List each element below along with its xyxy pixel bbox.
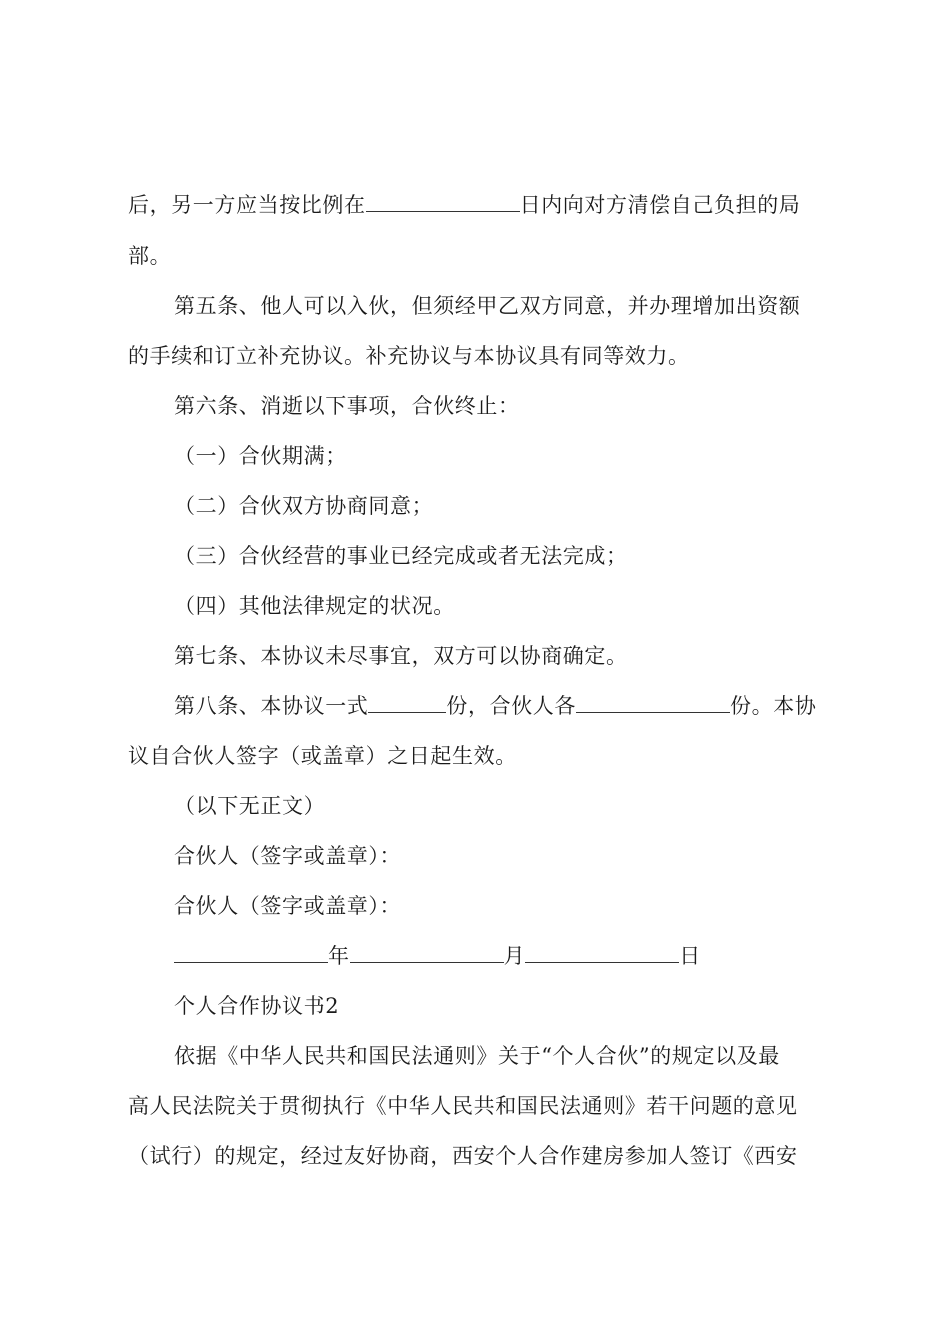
fill-in-blank [366,191,520,212]
year-label: 年 [328,944,350,968]
list-item: （二）合伙双方协商同意； [174,494,434,518]
paragraph-line: （试行）的规定，经过友好协商，西安个人合作建房参加人签订《西安 [128,1144,798,1168]
month-label: 月 [503,944,526,968]
signature-line: 合伙人（签字或盖章）： [174,844,402,868]
paragraph-line: 部。 [128,244,172,268]
day-blank [525,942,679,963]
list-item: （一）合伙期满； [174,444,347,468]
month-blank [350,942,504,963]
fill-in-blank [576,692,730,713]
text-segment: 第八条、本协议一式 [174,694,369,718]
text-segment: 份。本协 [730,694,817,718]
day-label: 日 [679,944,701,968]
fill-in-blank [368,692,446,713]
paragraph-line [174,691,816,721]
text-segment: 份，合伙人各 [446,694,577,718]
article-seven: 第七条、本协议未尽事宜，双方可以协商确定。 [174,644,628,668]
date-line [174,941,701,971]
paragraph-line: 第五条、他人可以入伙，但须经甲乙双方同意，并办理增加出资额 [174,294,801,318]
signature-line: 合伙人（签字或盖章）： [174,894,402,918]
paragraph-line: 议自合伙人签字（或盖章）之日起生效。 [128,744,517,768]
section-title: 个人合作协议书2 [174,994,340,1018]
text-segment: 日内向对方清偿自己负担的局 [519,193,801,217]
paragraph-line: 高人民法院关于贯彻执行《中华人民共和国民法通则》若干问题的意见 [128,1094,798,1118]
year-blank [174,942,328,963]
no-text-note: （以下无正文） [174,794,326,818]
paragraph-line: 依据《中华人民共和国民法通则》关于“个人合伙”的规定以及最 [174,1044,780,1068]
article-six: 第六条、消逝以下事项，合伙终止： [174,394,520,418]
text-segment: 后，另一方应当按比例在 [128,193,366,217]
list-item: （三）合伙经营的事业已经完成或者无法完成； [174,544,628,568]
paragraph-line [128,190,800,220]
list-item: （四）其他法律规定的状况。 [174,594,455,618]
paragraph-line: 的手续和订立补充协议。补充协议与本协议具有同等效力。 [128,344,690,368]
